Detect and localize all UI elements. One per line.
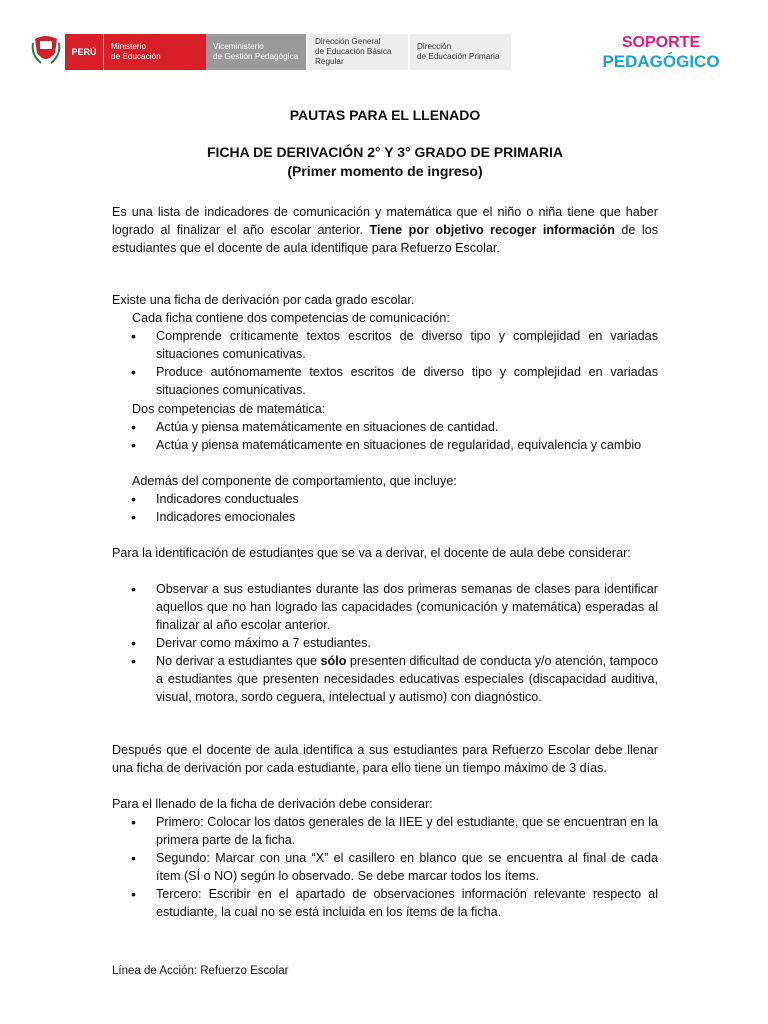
matematica-list: [112, 418, 658, 454]
list-item: • Indicadores conductuales: [112, 490, 658, 508]
comunicacion-list: [112, 327, 658, 399]
digebr-block: Dirección General de Educación Básica Regular: [306, 34, 408, 70]
list-item: • No derivar a estudiantes que sólo presenten dificultad de conducta y/o atención, tampoco a estudiantes que presenten necesidades educativas especiales (discapacidad auditiva, visual, motora, sordo ceguera, intelectual y autismo) con diagnóstico.: [112, 652, 658, 706]
list-item: • Observar a sus estudiantes durante las dos primeras semanas de clases para identificar aquellos que no han logrado las capacidades (comunicación y matemática) esperadas al finalizar al año escolar anterior.: [112, 580, 658, 634]
list-item: • Indicadores emocionales: [112, 508, 658, 526]
subtitle-momento: (Primer momento de ingreso): [287, 163, 483, 179]
subtitle-ficha: FICHA DE DERIVACIÓN 2° Y 3° GRADO DE PRIMARIA: [206, 144, 564, 160]
despues-paragraph: Después que el docente de aula identifica a sus estudiantes para Refuerzo Escolar debe llenar una ficha de derivación por cada estudiante, para ello tiene un tiempo máximo de 3 días.: [112, 743, 658, 775]
comportamiento-list: [112, 490, 658, 526]
ministry-banner: [65, 34, 511, 70]
viceministerio-block: Viceministerio de Gestión Pedagógica: [206, 34, 306, 70]
comportamiento-heading: Además del componente de comportamiento, que incluye:: [132, 474, 457, 488]
ministerio-block: Ministerio de Educación: [103, 34, 206, 70]
llenado-heading: Para el llenado de la ficha de derivación debe considerar:: [112, 797, 433, 811]
page-header: [31, 31, 731, 71]
logo-line-2: PEDAGÓGICO: [602, 52, 720, 71]
fichas-line: Existe una ficha de derivación por cada grado escolar.: [112, 293, 415, 307]
primaria-block: Dirección de Educación Primaria: [408, 34, 511, 70]
page-footer: Línea de Acción: Refuerzo Escolar: [112, 965, 289, 977]
comunicacion-heading: Cada ficha contiene dos competencias de comunicación:: [132, 311, 450, 325]
list-item: • Segundo: Marcar con una “X” el casillero en blanco que se encuentra al final de cada ítem (SÍ o NO) según lo observado. Se debe marcar todos los ítems.: [112, 849, 658, 885]
logo-line-1: SOPORTE: [621, 34, 701, 51]
list-item: • Comprende críticamente textos escritos de diverso tipo y complejidad en variadas situaciones comunicativas.: [112, 327, 658, 363]
list-item: • Actúa y piensa matemáticamente en situaciones de cantidad.: [112, 418, 658, 436]
list-item: • Tercero: Escribir en el apartado de observaciones información relevante respecto al estudiante, la cual no se está incluida en los ítems de la ficha.: [112, 885, 658, 921]
list-item: • Derivar como máximo a 7 estudiantes.: [112, 634, 658, 652]
main-title: PAUTAS PARA EL LLENADO: [289, 107, 481, 123]
list-item: • Primero: Colocar los datos generales de la IIEE y del estudiante, que se encuentran en la primera parte de la ficha.: [112, 813, 658, 849]
soporte-pedagogico-logo: [591, 31, 731, 71]
peru-badge: PERÚ: [65, 34, 103, 70]
identificacion-list: [112, 580, 658, 706]
list-item: • Produce autónomamente textos escritos de diverso tipo y complejidad en variadas situaciones comunicativas.: [112, 363, 658, 399]
identificacion-intro: Para la identificación de estudiantes que se va a derivar, el docente de aula debe considerar:: [112, 546, 631, 560]
list-item: • Actúa y piensa matemáticamente en situaciones de regularidad, equivalencia y cambio: [112, 436, 658, 454]
llenado-list: [112, 813, 658, 921]
matematica-heading: Dos competencias de matemática:: [132, 402, 326, 416]
intro-paragraph: Es una lista de indicadores de comunicación y matemática que el niño o niña tiene que haber logrado al finalizar el año escolar anterior. Tiene por objetivo recoger información de los estudiantes que el docente de aula identifique para Refuerzo Escolar.: [112, 205, 659, 255]
national-seal-icon: [31, 33, 61, 67]
